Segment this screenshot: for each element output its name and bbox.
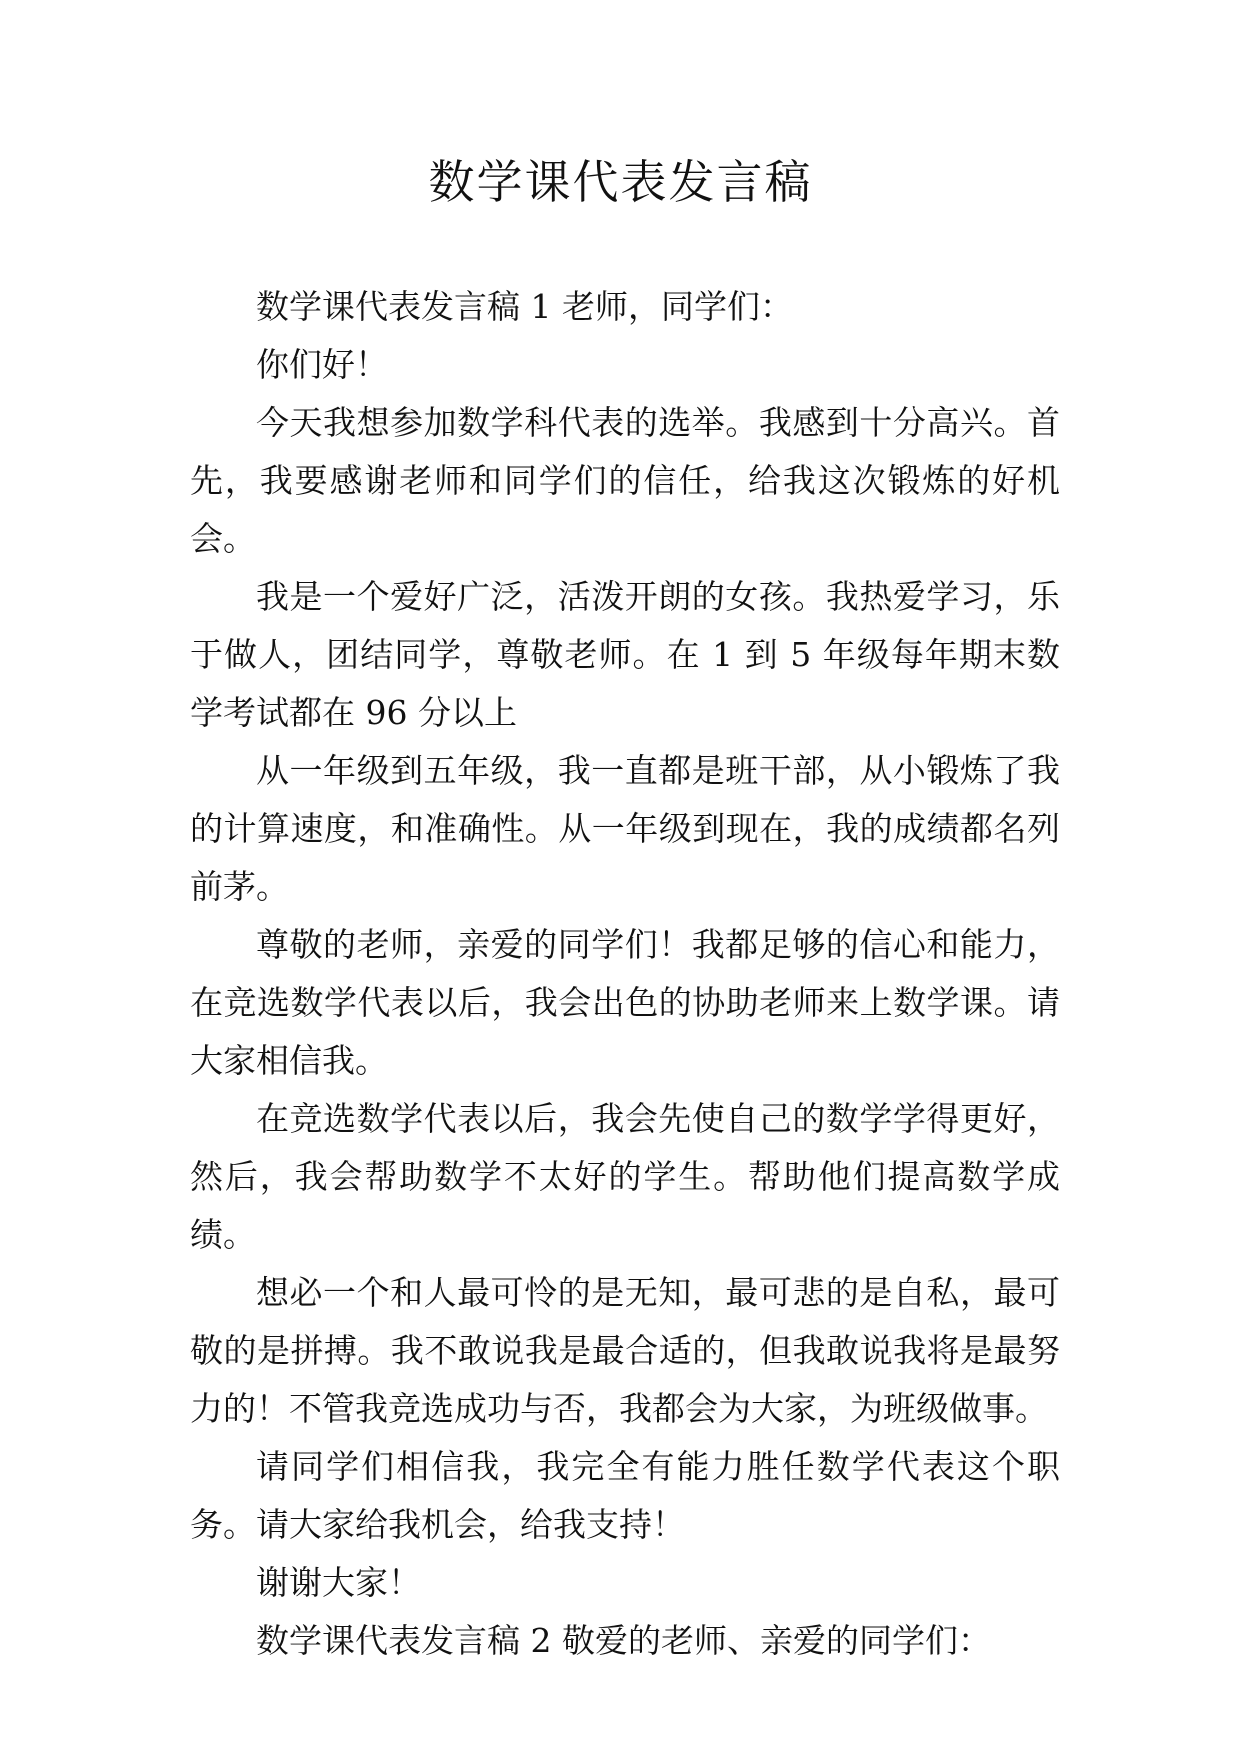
paragraph: 想必一个和人最可怜的是无知，最可悲的是自私，最可敬的是拼搏。我不敢说我是最合适的，但我敢说我将是最努力的！不管我竞选成功与否，我都会为大家，为班级做事。 (190, 1273, 1060, 1428)
document-body (190, 278, 1060, 1670)
paragraph: 尊敬的老师，亲爱的同学们！我都足够的信心和能力，在竞选数学代表以后，我会出色的协助老师来上数学课。请大家相信我。 (190, 925, 1060, 1080)
paragraph: 数学课代表发言稿 2 敬爱的老师、亲爱的同学们： (256, 1621, 991, 1660)
paragraph: 从一年级到五年级，我一直都是班干部，从小锻炼了我的计算速度，和准确性。从一年级到现在，我的成绩都名列前茅。 (190, 751, 1060, 906)
paragraph: 你们好！ (256, 345, 388, 384)
paragraph: 在竞选数学代表以后，我会先使自己的数学学得更好，然后，我会帮助数学不太好的学生。帮助他们提高数学成绩。 (190, 1099, 1060, 1254)
document-title: 数学课代表发言稿 (428, 155, 813, 209)
paragraph: 请同学们相信我，我完全有能力胜任数学代表这个职务。请大家给我机会，给我支持！ (190, 1447, 1060, 1544)
paragraph: 今天我想参加数学科代表的选举。我感到十分高兴。首先，我要感谢老师和同学们的信任，给我这次锻炼的好机会。 (190, 403, 1060, 558)
paragraph: 谢谢大家！ (256, 1563, 421, 1602)
paragraph: 我是一个爱好广泛，活泼开朗的女孩。我热爱学习，乐于做人，团结同学，尊敬老师。在 1 到 5 年级每年期末数学考试都在 96 分以上 (190, 577, 1060, 732)
paragraph: 数学课代表发言稿 1 老师，同学们： (256, 287, 793, 326)
